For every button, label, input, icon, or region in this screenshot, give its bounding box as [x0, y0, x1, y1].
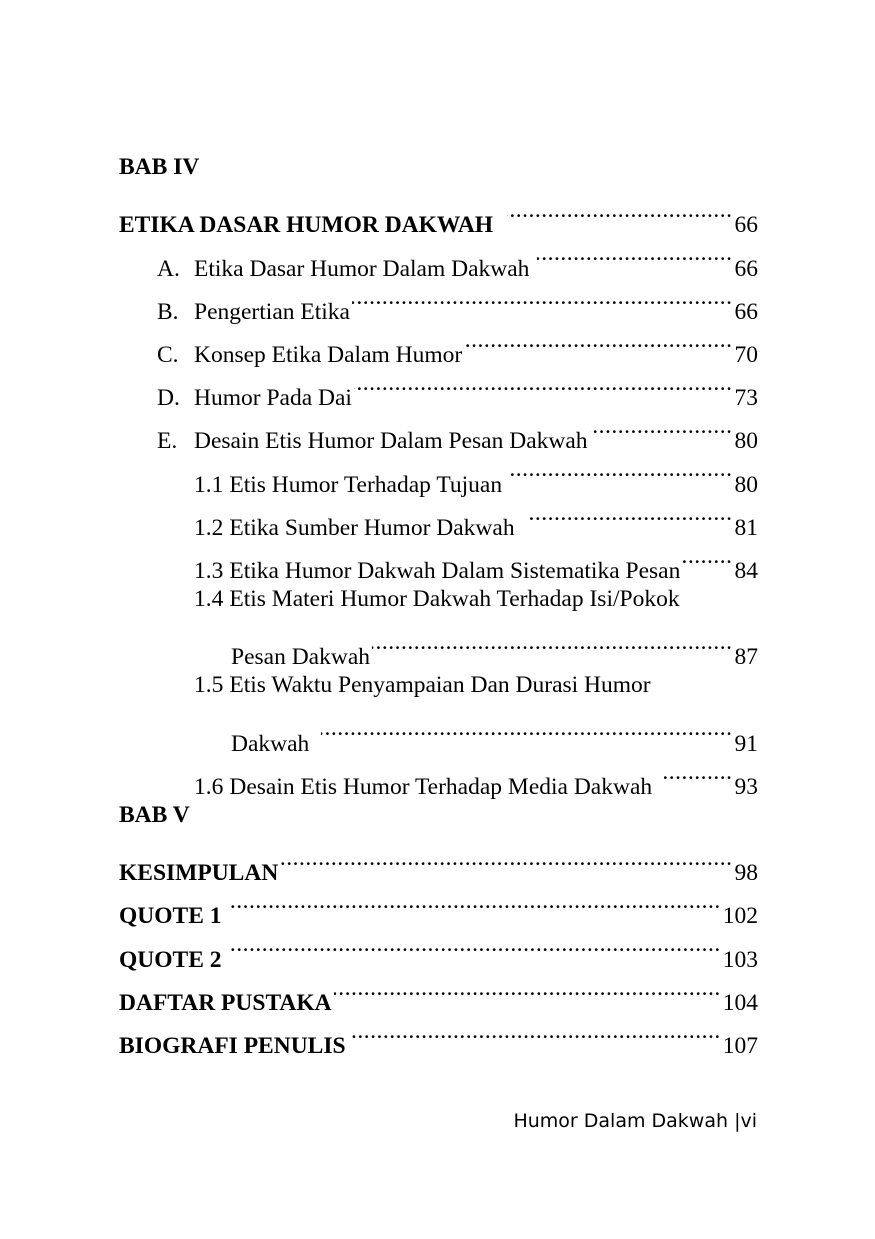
toc-entry-label: QUOTE 1	[119, 903, 222, 930]
toc-entry-page: 87	[734, 644, 758, 671]
toc-entry-label: QUOTE 2	[119, 946, 222, 973]
dot-leader	[590, 405, 733, 448]
toc-entry-page: 104	[722, 989, 758, 1016]
toc-entry-label: Etis Waktu Penyampaian Dan Durasi Humor	[229, 672, 651, 699]
toc-entry-chapter-title[interactable]	[119, 837, 758, 887]
dot-leader	[334, 967, 721, 1010]
toc-entry-label: Pengertian Etika	[194, 298, 350, 325]
dot-leader	[228, 880, 721, 923]
toc-entry-subsection[interactable]	[119, 751, 758, 800]
subsection-number: 1.4	[194, 585, 224, 612]
table-of-contents	[119, 146, 758, 1059]
toc-entry-continuation[interactable]	[119, 707, 758, 757]
toc-entry-label: Pesan Dakwah	[231, 644, 371, 671]
dot-leader	[352, 1010, 721, 1053]
toc-entry-page: 91	[734, 730, 758, 757]
section-letter: D.	[157, 385, 180, 412]
toc-entry-label: Desain Etis Humor Terhadap Media Dakwah	[229, 773, 653, 800]
subsection-number: 1.5	[194, 672, 224, 699]
chapter-number: BAB V	[119, 801, 190, 828]
subsection-number: 1.3	[194, 557, 224, 584]
toc-entry-page: 66	[734, 298, 758, 325]
toc-entry-page: 107	[722, 1032, 758, 1059]
toc-entry-label: BIOGRAFI PENULIS	[119, 1032, 346, 1059]
toc-entry-label: DAFTAR PUSTAKA	[119, 989, 332, 1016]
toc-entry-label: Humor Pada Dai	[194, 385, 352, 412]
toc-entry-label: KESIMPULAN	[119, 860, 279, 887]
toc-entry-label: Etika Sumber Humor Dakwah	[229, 514, 515, 541]
toc-entry-page: 84	[734, 557, 758, 584]
subsection-number: 1.2	[194, 514, 224, 541]
section-letter: E.	[157, 428, 178, 455]
toc-entry-label: Etika Humor Dakwah Dalam Sistematika Pesan	[229, 557, 681, 584]
dot-leader	[510, 448, 732, 491]
toc-entry-page: 73	[734, 385, 758, 412]
dot-leader	[228, 923, 721, 966]
dot-leader	[372, 621, 732, 664]
toc-entry-page: 103	[722, 946, 758, 973]
dot-leader	[321, 707, 732, 750]
toc-entry-subsection[interactable]	[119, 664, 758, 707]
toc-entry-chapter-title[interactable]	[119, 189, 758, 239]
dot-leader	[664, 751, 732, 794]
dot-leader	[527, 492, 733, 535]
toc-entry-page: 102	[722, 903, 758, 930]
toc-entry-page: 66	[734, 212, 758, 239]
dot-leader	[507, 189, 732, 232]
toc-entry-page: 81	[734, 514, 758, 541]
dot-leader	[354, 362, 733, 405]
toc-entry-label: Etis Humor Terhadap Tujuan	[229, 471, 503, 498]
toc-entry-label: Dakwah	[231, 730, 310, 757]
dot-leader	[464, 319, 732, 362]
section-letter: C.	[157, 341, 179, 368]
dot-leader	[352, 276, 733, 319]
toc-entry-page: 80	[734, 428, 758, 455]
toc-entry-page: 98	[734, 860, 758, 887]
toc-entry-label: Desain Etis Humor Dalam Pesan Dakwah	[194, 428, 588, 455]
section-letter: A.	[157, 255, 180, 282]
dot-leader	[537, 232, 732, 275]
toc-entry-page: 66	[734, 255, 758, 282]
toc-entry-label: Etis Materi Humor Dakwah Terhadap Isi/Pokok	[229, 585, 680, 612]
subsection-number: 1.1	[194, 471, 224, 498]
toc-entry-page: 80	[734, 471, 758, 498]
dot-leader	[280, 837, 732, 880]
dot-leader	[682, 535, 732, 578]
chapter-number: BAB IV	[119, 154, 200, 180]
subsection-number: 1.6	[194, 773, 224, 800]
chapter-heading-bab-iv	[119, 146, 758, 189]
toc-entry-label: ETIKA DASAR HUMOR DAKWAH	[119, 212, 494, 239]
toc-entry-continuation[interactable]	[119, 621, 758, 671]
toc-entry-page: 93	[734, 773, 758, 800]
toc-entry-label: Etika Dasar Humor Dalam Dakwah	[194, 255, 530, 282]
page-footer: Humor Dalam Dakwah |vi	[513, 1110, 757, 1132]
toc-entry-label: Konsep Etika Dalam Humor	[194, 341, 463, 368]
toc-entry-page: 70	[734, 341, 758, 368]
section-letter: B.	[157, 298, 179, 325]
toc-entry-subsection[interactable]	[119, 578, 758, 621]
